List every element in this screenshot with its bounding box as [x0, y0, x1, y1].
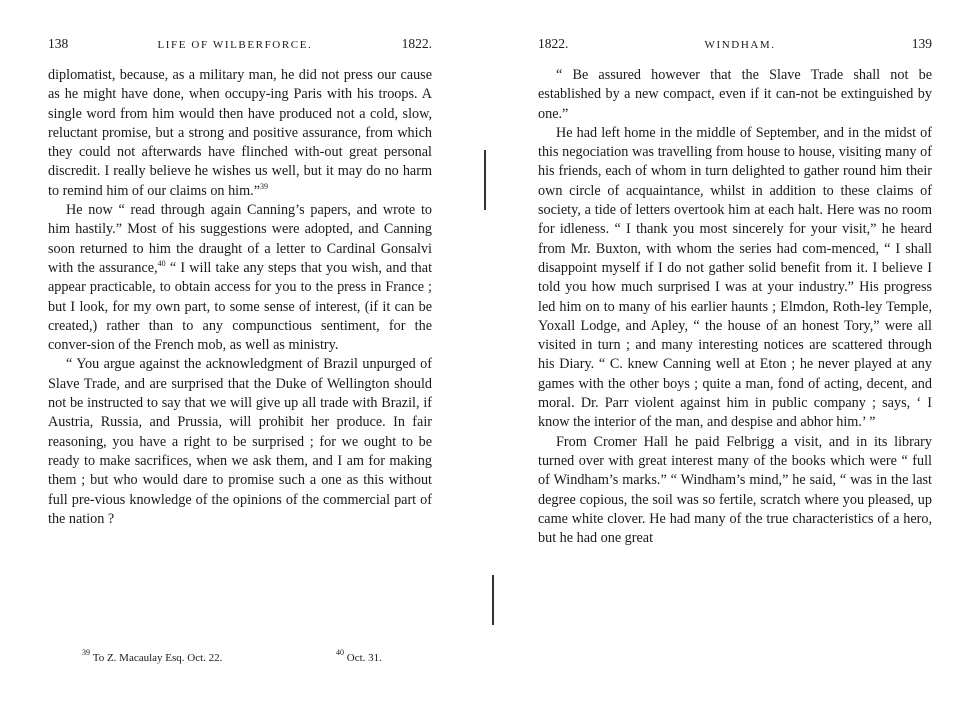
left-page-number: 138 — [48, 36, 69, 51]
left-paragraph-3: “ You argue against the acknowledgment of Brazil unpurged of Slave Trade, and are surprised that the Duke of Wellington should not be instructed to say that we will give up all trade with Brazil, if Austria, Russia, and Prussia, will prohibit her produce. In fair reasoning, you have a right to be surprised ; for we ought to be ready to make sacrifices, when we ask them, and I am for making them ; but who would dare to promise such a one as this without full pre-vious knowledge of the opinions of the commercial part of the nation ? — [48, 356, 432, 527]
footnote-40: $^{40}$ Oct. 31. — [336, 648, 382, 664]
right-running-head: WINDHAM. — [704, 39, 776, 51]
right-page — [490, 0, 980, 705]
left-page-year: 1822. — [401, 36, 432, 51]
left-page-body — [48, 66, 432, 529]
left-running-head: LIFE OF WILBERFORCE. — [157, 39, 313, 51]
left-page — [0, 0, 482, 705]
left-paragraph-1: diplomatist, because, as a military man, he did not press our cause as he might have done, when occupy-ing Paris with his troops. A single word from him would then have produced not a cold, slow, reluctant promise, but a strong and positive assurance, from which they could not afterwards have flinched with-out great personal discredit. I really believe he wishes us well, but it may do no harm to remind him of our claims on him.”$^{39}$ — [48, 67, 432, 199]
footnotes — [82, 648, 432, 664]
left-paragraph-2: He now “ read through again Canning’s papers, and wrote to him hastily.” Most of his suggestions were adopted, and Canning soon returned to him the draught of a letter to Cardinal Gonsalvi with the assurance,$^{40}$ “ I will take any steps that you wish, and that appear practicable, to obtain access for you to the press in France ; but I look, for my own part, to some sense of interest, (if it can be created,) rather than to any compunctious sentiment, for the conver-sion of the French mob, as well as ministry. — [48, 202, 433, 354]
left-page-header — [48, 36, 432, 52]
footnote-39: $^{39}$ To Z. Macaulay Esq. Oct. 22. — [82, 648, 223, 664]
right-page-header — [538, 36, 932, 52]
footnote-ref-40: 40 — [157, 258, 166, 268]
right-page-number: 139 — [911, 36, 932, 51]
right-page-body — [538, 66, 932, 548]
right-paragraph-2: He had left home in the middle of September, and in the midst of this negociation was travelling from house to house, visiting many of his friends, each of whom in turn delighted to gather round him their own circle of acquaintance, whilst in addition to these claims of society, a tide of letters overtook him at each halt. Here was no room for idleness. “ I thank you most sincerely for your visit,” he heard from Mr. Buxton, with whom the series had com-menced, “ I shall disappoint myself if I do not gather solid benefit from it. I believe I told you how much surprised I was at your industry.” His progress led him on to many of his earlier haunts ; Elmdon, Roth-ley Temple, Yoxall Lodge, and Apley, “ the house of an honest Tory,” were all visited in turn ; and many interesting notices are scattered through his Diary. “ C. knew Canning well at Eton ; he never played at any games with the other boys ; quite a man, fond of acting, decent, and moral. Dr. Parr violent against him in public company ; says, ‘ I know the interior of the man, and despise and abhor him.’ ” — [538, 124, 932, 431]
right-paragraph-3: From Cromer Hall he paid Felbrigg a visit, and in its library turned over with great interest many of the books which were “ full of Windham’s marks.” “ Windham’s mind,” he said, “ was in the last degree copious, the soil was so fertile, scratch where you pleased, up came white clover. He had many of the true characteristics of a hero, but he had one great — [538, 433, 932, 547]
right-page-year: 1822. — [538, 36, 569, 51]
footnote-ref-39: 39 — [260, 181, 268, 191]
right-paragraph-1: “ Be assured however that the Slave Trade shall not be established by a new compact, even if it can-not be extinguished by one.” — [538, 67, 932, 122]
